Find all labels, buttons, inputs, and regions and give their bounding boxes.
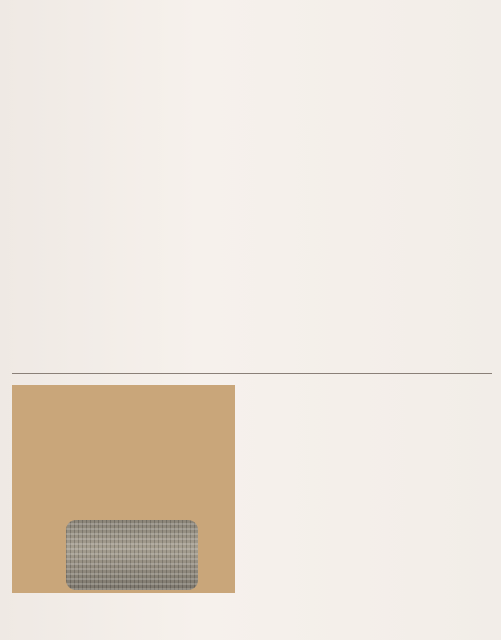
top-stitch-chart xyxy=(12,0,242,185)
section-divider xyxy=(12,373,492,374)
top-left-column xyxy=(16,200,21,278)
bottom-right-column xyxy=(258,384,263,522)
knit-sample-photo xyxy=(66,520,198,590)
top-right-column xyxy=(258,0,263,138)
bottom-stitch-chart xyxy=(12,385,235,515)
